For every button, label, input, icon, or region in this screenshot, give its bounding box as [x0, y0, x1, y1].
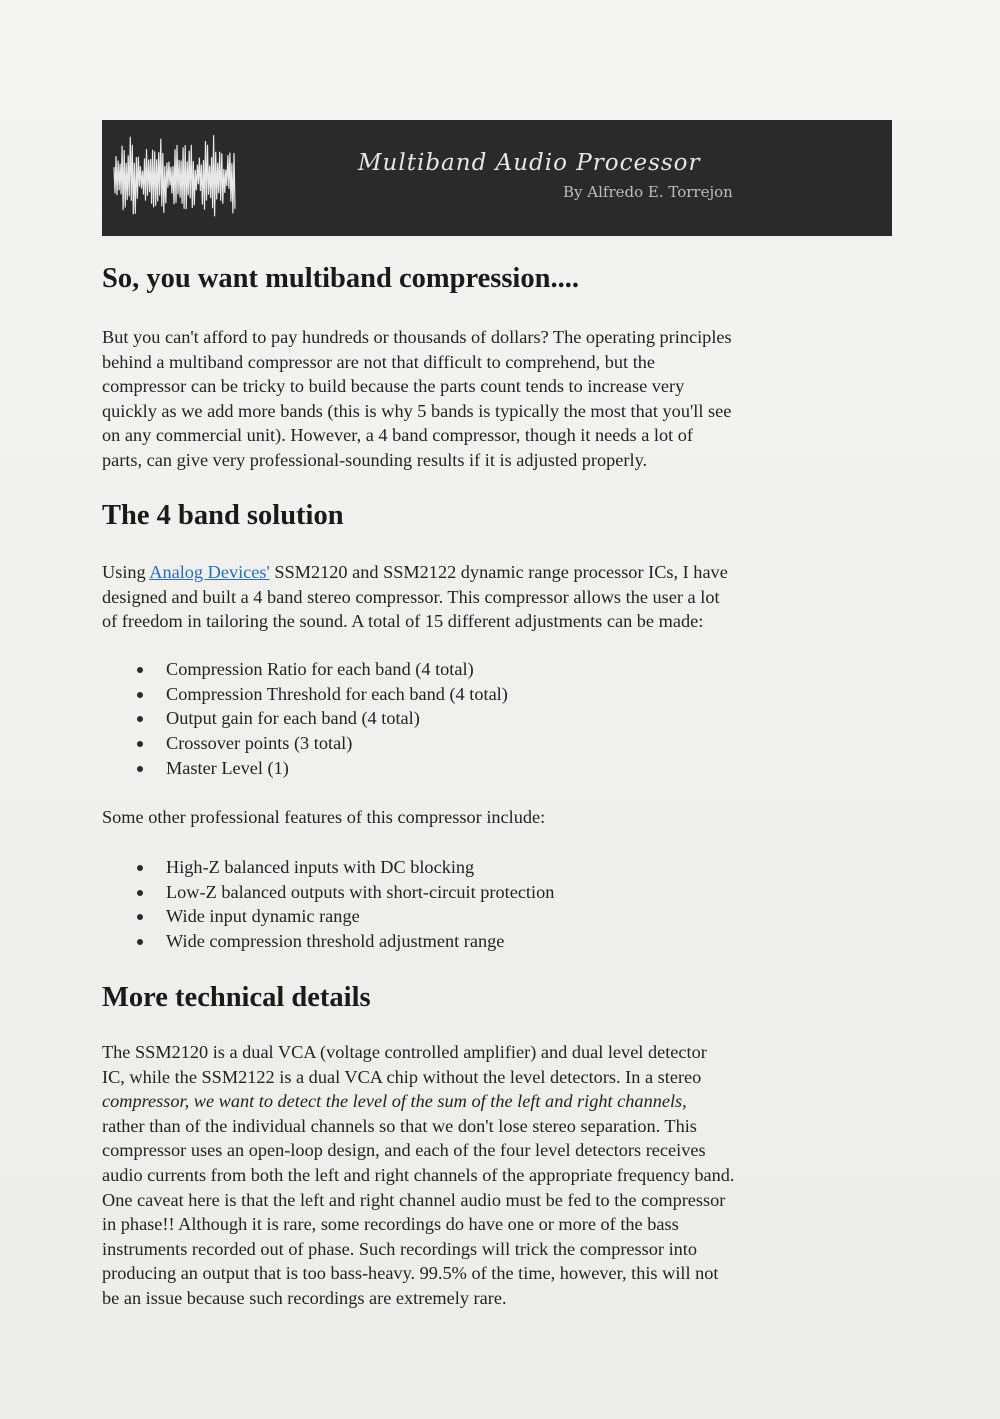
paragraph-line: One caveat here is that the left and right channel audio must be fed to the compressor — [102, 1189, 726, 1210]
paragraph-line: instruments recorded out of phase. Such recordings will trick the compressor into — [102, 1238, 698, 1259]
bullet-icon — [137, 914, 143, 920]
paragraph-line: Some other professional features of this compressor include: — [102, 807, 546, 827]
paragraph-line: compressor uses an open-loop design, and each of the four level detectors receives — [102, 1140, 706, 1161]
bullet-icon — [137, 939, 143, 945]
list-item — [102, 706, 508, 731]
intro-paragraph — [102, 325, 842, 473]
bullet-icon — [137, 890, 143, 896]
bullet-icon — [137, 667, 143, 673]
paragraph-line: IC, while the SSM2122 is a dual VCA chip without the level detectors. In a stereo — [102, 1066, 702, 1087]
paragraph-line: The SSM2120 is a dual VCA (voltage controlled amplifier) and dual level detector — [102, 1042, 707, 1062]
adjustments-list — [102, 657, 508, 781]
list-item — [102, 657, 508, 682]
banner-title: Multiband Audio Processor — [358, 150, 701, 176]
list-item — [102, 731, 508, 756]
intro-prefix: Using — [102, 562, 150, 582]
waveform-icon — [110, 128, 240, 228]
list-item — [102, 756, 508, 781]
header-banner — [102, 120, 892, 236]
bullet-icon — [137, 716, 143, 722]
paragraph-line: compressor can be tricky to build because the parts count tends to increase very — [102, 376, 685, 397]
intro-line-rest: SSM2120 and SSM2122 dynamic range processor ICs, I have — [269, 562, 728, 582]
solution-paragraph — [102, 560, 842, 634]
list-item-text: Wide compression threshold adjustment range — [166, 931, 505, 952]
paragraph-line: designed and built a 4 band stereo compressor. This compressor allows the user a lot — [102, 586, 720, 607]
list-item-text: Master Level (1) — [166, 757, 289, 778]
list-item-text: High-Z balanced inputs with DC blocking — [166, 857, 475, 877]
paragraph-line: audio currents from both the left and right channels of the appropriate frequency band. — [102, 1164, 735, 1185]
features-list — [102, 855, 554, 954]
list-item — [102, 855, 554, 880]
list-item-text: Compression Threshold for each band (4 total) — [166, 683, 508, 704]
paragraph-line — [102, 560, 842, 585]
waveform-path — [114, 135, 235, 216]
bullet-icon — [137, 692, 143, 698]
paragraph-line-italic: compressor, we want to detect the level of the sum of the left and right channels, — [102, 1091, 687, 1112]
section-heading-multiband: So, you want multiband compression.... — [102, 263, 579, 294]
features-intro — [102, 805, 842, 830]
paragraph-line: on any commercial unit). However, a 4 band compressor, though it needs a lot of — [102, 425, 693, 446]
paragraph-line: parts, can give very professional-sounding results if it is adjusted properly. — [102, 449, 648, 470]
bullet-icon — [137, 741, 143, 747]
analog-devices-link[interactable]: Analog Devices' — [149, 562, 270, 582]
list-item — [102, 929, 554, 954]
paragraph-line: quickly as we add more bands (this is why 5 bands is typically the most that you'll see — [102, 400, 732, 421]
list-item-text: Output gain for each band (4 total) — [166, 708, 420, 729]
paragraph-line: rather than of the individual channels so that we don't lose stereo separation. This — [102, 1115, 697, 1136]
banner-author: By Alfredo E. Torrejon — [563, 183, 733, 201]
paragraph-line: But you can't afford to pay hundreds or thousands of dollars? The operating principles — [102, 327, 732, 347]
list-item-text: Crossover points (3 total) — [166, 733, 353, 754]
technical-paragraph — [102, 1040, 842, 1311]
list-item-text: Low-Z balanced outputs with short-circuit protection — [166, 881, 555, 902]
paragraph-line: behind a multiband compressor are not that difficult to comprehend, but the — [102, 351, 656, 372]
bullet-icon — [137, 766, 143, 772]
section-heading-technical: More technical details — [102, 982, 371, 1013]
paragraph-line: of freedom in tailoring the sound. A total of 15 different adjustments can be made: — [102, 611, 704, 632]
list-item-text: Compression Ratio for each band (4 total) — [166, 659, 474, 679]
paragraph-line: producing an output that is too bass-heavy. 99.5% of the time, however, this will not — [102, 1263, 719, 1284]
section-heading-4band: The 4 band solution — [102, 500, 344, 531]
list-item-text: Wide input dynamic range — [166, 906, 360, 927]
paragraph-line: in phase!! Although it is rare, some recordings do have one or more of the bass — [102, 1214, 679, 1235]
list-item — [102, 904, 554, 929]
paragraph-line: be an issue because such recordings are extremely rare. — [102, 1287, 507, 1308]
bullet-icon — [137, 865, 143, 871]
list-item — [102, 682, 508, 707]
list-item — [102, 880, 554, 905]
